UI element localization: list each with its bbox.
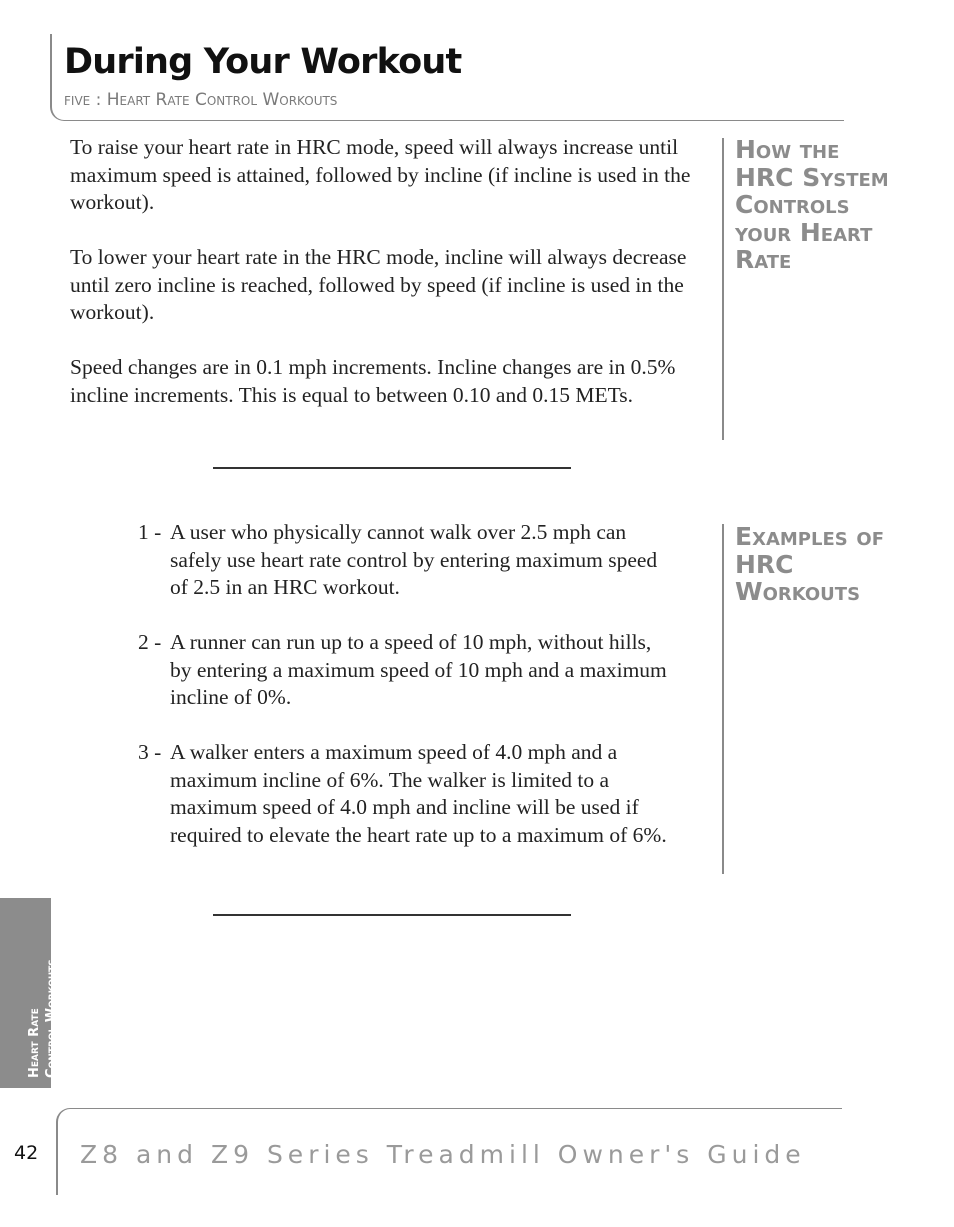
heading-line: HRC (735, 549, 794, 579)
side-tab-line: Heart Rate (27, 1008, 42, 1078)
separator-rule (213, 467, 571, 469)
chapter-subtitle: five : Heart Rate Control Workouts (64, 90, 338, 110)
example-number: 1 - (138, 520, 162, 544)
section2-divider (722, 524, 724, 874)
side-tab-label (26, 959, 60, 1078)
paragraph-increments: Speed changes are in 0.1 mph increments. Incline changes are in 0.5% incline increments. This is equal to between 0.10 and 0.15 METs. (70, 355, 676, 407)
side-tab-line: Control Workouts (44, 959, 59, 1078)
heading-line: Examples of (735, 522, 885, 551)
heading-line: your Heart (735, 217, 873, 247)
page-number: 42 (14, 1142, 39, 1164)
paragraph-raise-heart-rate: To raise your heart rate in HRC mode, speed will always increase until maximum speed is attained, followed by incline (if incline is used in the workout). (70, 135, 691, 214)
section-hrc-controls-body (70, 134, 720, 437)
heading-line: Workouts (735, 577, 861, 606)
heading-line: Rate (735, 245, 792, 274)
page-title: During Your Workout (64, 42, 462, 82)
example-text: A user who physically cannot walk over 2.5 mph can safely use heart rate control by entering maximum speed of 2.5 in an HRC workout. (170, 520, 658, 599)
separator-rule (213, 914, 571, 916)
guide-title: Z8 and Z9 Series Treadmill Owner's Guide (80, 1140, 806, 1169)
example-text: A runner can run up to a speed of 10 mph, without hills, by entering a maximum speed of 10 mph and a maximum incline of 0%. (170, 630, 667, 709)
section1-heading (735, 136, 889, 274)
section2-heading (735, 523, 884, 606)
section1-divider (722, 138, 724, 440)
examples-list (138, 519, 678, 877)
list-item (138, 629, 678, 712)
list-item (138, 739, 678, 849)
heading-line: How the (735, 135, 840, 164)
list-item (138, 519, 678, 602)
heading-line: HRC System (735, 162, 889, 192)
example-number: 3 - (138, 740, 162, 764)
heading-line: Controls (735, 190, 850, 219)
example-text: A walker enters a maximum speed of 4.0 mph and a maximum incline of 6%. The walker is limited to a maximum speed of 4.0 mph and incline will be used if required to elevate the heart rate up to a maximum of 6%. (170, 740, 667, 847)
example-number: 2 - (138, 630, 162, 654)
paragraph-lower-heart-rate: To lower your heart rate in the HRC mode, incline will always decrease until zero incline is reached, followed by speed (if incline is used in the workout). (70, 245, 687, 324)
